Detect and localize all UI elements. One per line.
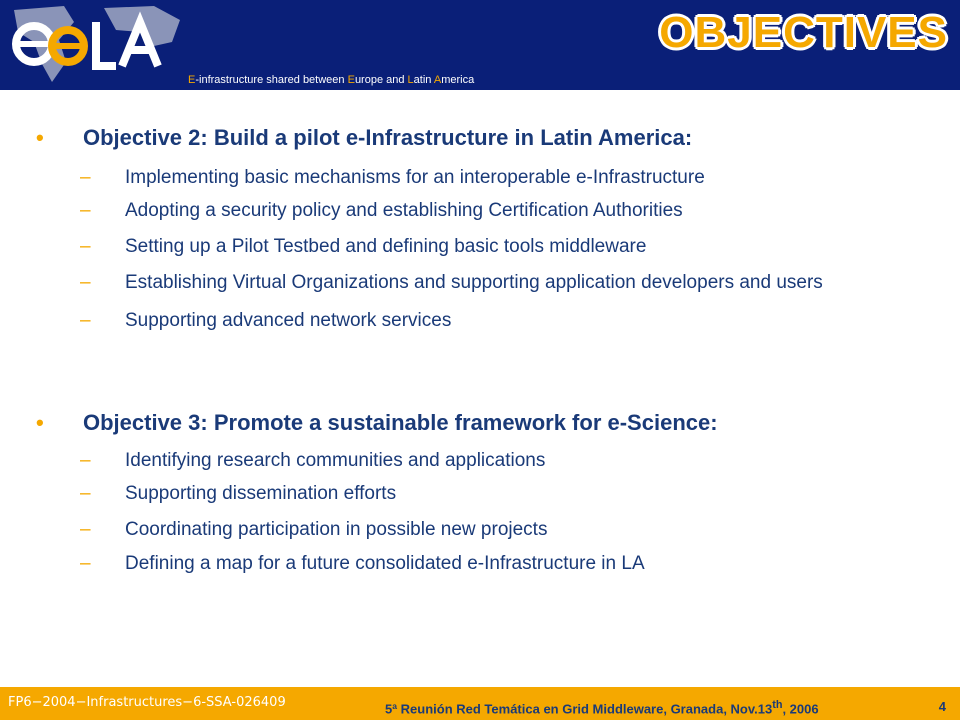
list-item: – Identifying research communities and applications xyxy=(80,450,546,471)
list-item: – Adopting a security policy and establishing Certification Authorities xyxy=(80,200,683,221)
dash-icon: – xyxy=(80,200,91,221)
event-info: 5ª Reunión Red Temática en Grid Middleware, Granada, Nov.13th, 2006 xyxy=(385,699,819,717)
dash-icon: – xyxy=(80,272,91,293)
contract-id: FP6−2004−Infrastructures−6-SSA-026409 xyxy=(8,695,286,710)
dash-icon: – xyxy=(80,519,91,540)
slide-title: OBJECTIVES xyxy=(659,8,948,57)
footer-bar xyxy=(0,687,960,720)
eela-logo xyxy=(4,2,184,86)
tagline: E-infrastructure shared between Europe and Latin America xyxy=(188,74,475,86)
page-number: 4 xyxy=(938,699,946,714)
bullet-icon: • xyxy=(36,410,44,435)
list-item: – Implementing basic mechanisms for an interoperable e-Infrastructure xyxy=(80,167,705,188)
list-item: – Setting up a Pilot Testbed and defining basic tools middleware xyxy=(80,236,647,257)
list-item: – Supporting dissemination efforts xyxy=(80,483,397,504)
objective-heading: • Objective 2: Build a pilot e-Infrastructure in Latin America: xyxy=(36,125,693,150)
dash-icon: – xyxy=(80,553,91,574)
list-item: – Defining a map for a future consolidated e-Infrastructure in LA xyxy=(80,553,645,574)
list-item: – Coordinating participation in possible new projects xyxy=(80,519,548,540)
dash-icon: – xyxy=(80,167,91,188)
bullet-icon: • xyxy=(36,125,44,150)
list-item: – Supporting advanced network services xyxy=(80,310,452,331)
dash-icon: – xyxy=(80,236,91,257)
dash-icon: – xyxy=(80,310,91,331)
objective-heading: • Objective 3: Promote a sustainable framework for e-Science: xyxy=(36,410,718,435)
dash-icon: – xyxy=(80,483,91,504)
header-bar xyxy=(0,0,960,90)
dash-icon: – xyxy=(80,450,91,471)
objective-block-3 xyxy=(36,409,936,576)
objective-block-2 xyxy=(36,124,936,333)
list-item: – Establishing Virtual Organizations and supporting application developers and users xyxy=(80,272,823,293)
